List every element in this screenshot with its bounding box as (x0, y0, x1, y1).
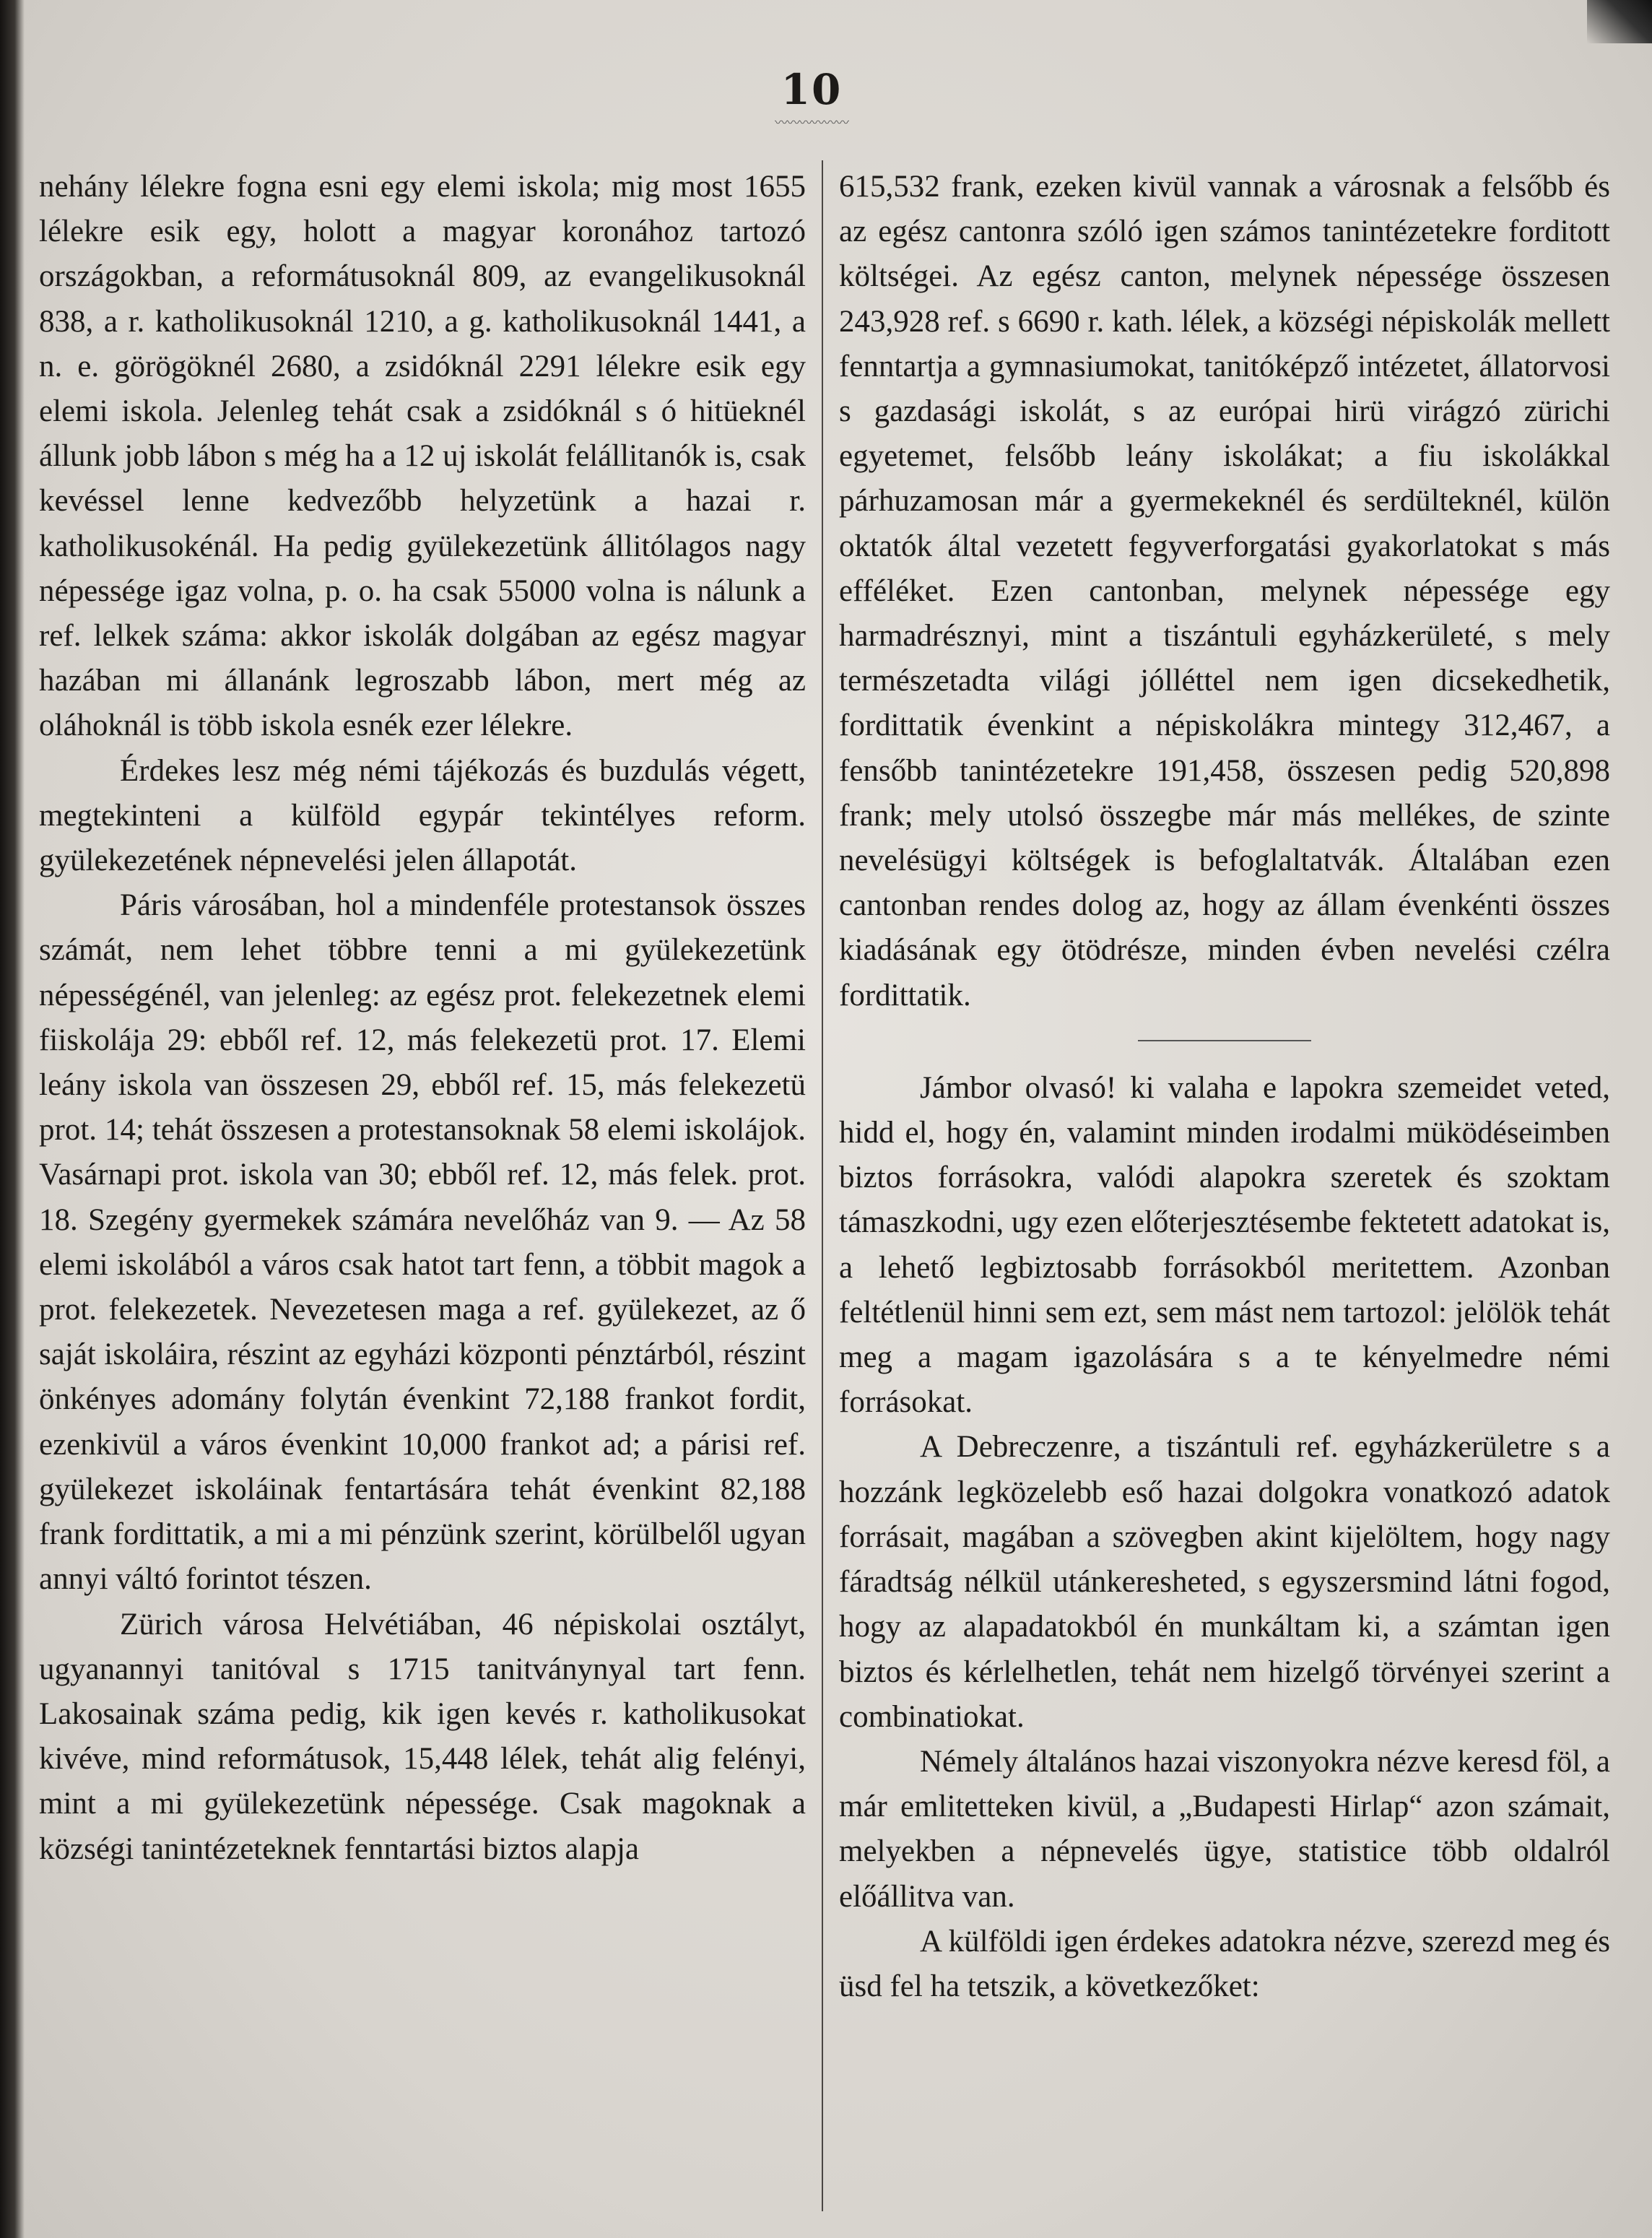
column-divider (822, 160, 823, 2211)
right-column (839, 165, 1610, 2009)
page-corner-shadow (1587, 0, 1652, 43)
page-number-ornament: 〰〰〰〰〰〰 (775, 116, 848, 131)
right-paragraph-2: Jámbor olvasó! ki valaha e lapokra szemeidet veted, hidd el, hogy én, valamint minden irodalmi müködéseimben biztos forrásokra, valódi alapokra szeretek és szoktam támaszkodni, ugy ezen előterjesztésembe fektetett adatokat is, a lehető legbiztosabb forrásokból meritettem. Azonban feltétlenül hinni sem ezt, sem mást nem tartozol: jelölök tehát meg a magam igazolására s a te kényelmedre némi forrásokat. (839, 1070, 1610, 1420)
left-paragraph-1: nehány lélekre fogna esni egy elemi iskola; mig most 1655 lélekre esik egy, holott a magyar koronához tartozó országokban, a reformátusoknál 809, az evangelikusoknál 838, a r. katholikusoknál 1210, a g. katholikusoknál 1441, a n. e. görögöknél 2680, a zsidóknál 2291 lélekre esik egy elemi iskola. Jelenleg tehát csak a zsidóknál s ó hitüeknél állunk jobb lábon s még ha a 12 uj iskolát felállitanók is, csak kevéssel lenne kedvezőbb helyzetünk a hazai r. katholikusokénál. Ha pedig gyülekezetünk állitólagos nagy népessége igaz volna, p. o. ha csak 55000 volna is nálunk a ref. lelkek száma: akkor iskolák dolgában az egész magyar hazában mi állanánk legroszabb lábon, mert még az oláhoknál is több iskola esnék ezer lélekre. (39, 170, 806, 743)
left-paragraph-2: Érdekes lesz még némi tájékozás és buzdulás végett, megtekinteni a külföld egypár tekintélyes reform. gyülekezetének népnevelési jelen állapotát. (39, 753, 806, 878)
right-paragraph-3: A Debreczenre, a tiszántuli ref. egyházkerületre s a hozzánk legközelebb eső hazai dolgokra vonatkozó adatok forrásait, magában a szövegben akint kijelöltem, hogy nagy fáradtság nélkül utánkeresheted, s egyszersmind látni fogod, hogy az alapadatokból én munkáltam ki, a számtan igen biztos és kérlelhetlen, tehát nem hizelgő törvényei szerint a combinatiokat. (839, 1430, 1610, 1734)
left-paragraph-4: Zürich városa Helvétiában, 46 népiskolai osztályt, ugyanannyi tanitóval s 1715 tanitványnyal tart fenn. Lakosainak száma pedig, kik igen kevés r. katholikusokat kivéve, mind reformátusok, 15,448 lélek, tehát alig felényi, mint a mi gyülekezetünk népessége. Csak magoknak a községi tanintézeteknek fenntartási biztos alapja (39, 1607, 806, 1866)
page-number: 10 (781, 65, 843, 114)
right-paragraph-1: 615,532 frank, ezeken kivül vannak a városnak a felsőbb és az egész cantonra szóló igen számos tanintézetekre forditott költségei. Az egész canton, melynek népessége összesen 243,928 ref. s 6690 r. kath. lélek, a községi népiskolák mellett fenntartja a gymnasiumokat, tanitóképző intézetet, állatorvosi s gazdasági iskolát, s az európai hirü virágzó zürichi egyetemet, felsőbb leány iskolákat; a fiu iskolákkal párhuzamosan már a gyermekeknél és serdülteknél, külön oktatók által vezetett fegyverforgatási gyakorlatokat s más efféléket. Ezen cantonban, melynek népessége egy harmadrésznyi, mint a tiszántuli egyházkerületé, s mely természetadta világi jólléttel nem igen dicsekedhetik, fordittatik évenkint a népiskolákra mintegy 312,467, a fensőbb tanintézetekre 191,458, összesen pedig 520,898 frank; mely utolsó összegbe már más mellékes, de szinte nevelésügyi költségek is befoglaltatvák. Általában ezen cantonban rendes dolog az, hogy az állam évenkénti összes kiadásának egy ötödrésze, minden évben nevelési czélra fordittatik. (839, 170, 1610, 1012)
left-column (39, 165, 806, 1872)
section-separator (1138, 1040, 1311, 1041)
right-paragraph-5: A külföldi igen érdekes adatokra nézve, szerezd meg és üsd fel ha tetszik, a következőket: (839, 1924, 1610, 2003)
right-paragraph-4: Némely általános hazai viszonyokra nézve keresd föl, a már emlitetteken kivül, a „Budapesti Hirlap“ azon számait, melyekben a népnevelés ügye, statistice több oldalról előállitva van. (839, 1744, 1610, 1914)
left-paragraph-3: Páris városában, hol a mindenféle protestansok összes számát, nem lehet többre tenni a mi gyülekezetünk népességénél, van jelenleg: az egész prot. felekezetnek elemi fiiskolája 29: ebből ref. 12, más felekezetü prot. 17. Elemi leány iskola van összesen 29, ebből ref. 15, más felekezetü prot. 14; tehát összesen a protestansoknak 58 elemi iskolájok. Vasárnapi prot. iskola van 30; ebből ref. 12, más felek. prot. 18. Szegény gyermekek számára nevelőház van 9. — Az 58 elemi iskolából a város csak hatot tart fenn, a többit magok a prot. felekezetek. Nevezetesen maga a ref. gyülekezet, az ő saját iskoláira, részint az egyházi központi pénztárból, részint önkényes adomány folytán évenkint 72,188 frankot fordit, ezenkivül a város évenkint 10,000 frankot ad; a párisi ref. gyülekezet iskoláinak fentartására tehát évenkint 82,188 frank fordittatik, a mi a mi pénzünk szerint, körülbelől ugyan annyi váltó forintot tészen. (39, 888, 806, 1597)
page-edge-shadow (0, 0, 25, 2238)
